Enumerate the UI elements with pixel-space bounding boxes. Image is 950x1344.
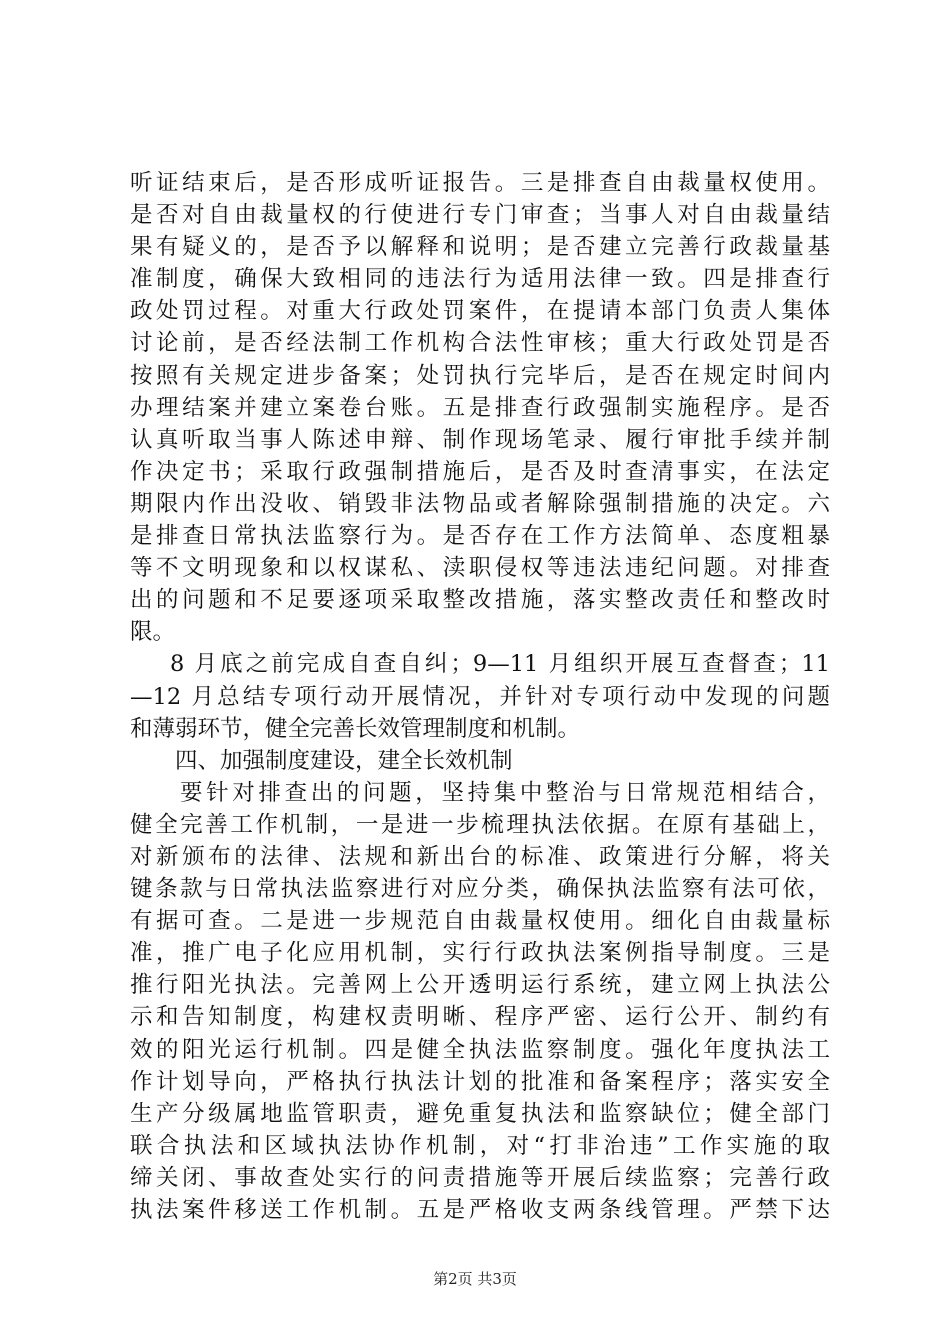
body-line: 有据可查。二是进一步规范自由裁量权使用。细化自由裁量标 [130, 908, 830, 935]
document-body [130, 167, 830, 1226]
body-line: 办理结案并建立案卷台账。五是排查行政强制实施程序。是否 [130, 394, 830, 421]
body-line: 期限内作出没收、销毁非法物品或者解除强制措施的决定。六 [130, 490, 830, 517]
body-line: 准制度，确保大致相同的违法行为适用法律一致。四是排查行 [130, 266, 830, 293]
body-line: 出的问题和不足要逐项采取整改措施，落实整改责任和整改时 [130, 587, 830, 614]
body-line: 果有疑义的，是否予以解释和说明；是否建立完善行政裁量基 [130, 234, 830, 261]
body-line: 作决定书；采取行政强制措施后，是否及时查清事实，在法定 [130, 458, 830, 485]
body-line: 讨论前，是否经法制工作机构合法性审核；重大行政处罚是否 [130, 330, 830, 357]
body-line: 健全完善工作机制，一是进一步梳理执法依据。在原有基础上， [130, 811, 830, 838]
body-line: 是否对自由裁量权的行使进行专门审查；当事人对自由裁量结 [130, 202, 830, 229]
body-line: 和薄弱环节，健全完善长效管理制度和机制。 [130, 715, 581, 742]
body-line: 等不文明现象和以权谋私、渎职侵权等违法违纪问题。对排查 [130, 555, 830, 582]
body-line: —12 月总结专项行动开展情况，并针对专项行动中发现的问题 [130, 683, 830, 710]
body-line: 限。 [130, 619, 176, 646]
body-line: 联合执法和区域执法协作机制，对“打非治违”工作实施的取 [130, 1132, 830, 1159]
body-line: 推行阳光执法。完善网上公开透明运行系统，建立网上执法公 [130, 972, 830, 999]
body-line: 是排查日常执法监察行为。是否存在工作方法简单、态度粗暴 [130, 523, 830, 550]
paragraph-first-line: 8 月底之前完成自查自纠；9—11 月组织开展互查督查；11 [170, 651, 830, 678]
body-line: 听证结束后，是否形成听证报告。三是排查自由裁量权使用。 [130, 170, 830, 196]
body-line: 执法案件移送工作机制。五是严格收支两条线管理。严禁下达 [130, 1197, 830, 1223]
body-line: 按照有关规定进步备案；处罚执行完毕后，是否在规定时间内 [130, 362, 830, 389]
body-line: 准，推广电子化应用机制，实行行政执法案例指导制度。三是 [130, 940, 830, 967]
body-line: 认真听取当事人陈述申辩、制作现场笔录、履行审批手续并制 [130, 426, 830, 453]
body-line: 作计划导向，严格执行执法计划的批准和备案程序；落实安全 [130, 1068, 830, 1095]
body-line: 生产分级属地监管职责，避免重复执法和监察缺位；健全部门 [130, 1100, 830, 1127]
body-line: 缔关闭、事故查处实行的问责措施等开展后续监察；完善行政 [130, 1164, 830, 1191]
body-line: 示和告知制度，构建权责明晰、程序严密、运行公开、制约有 [130, 1004, 830, 1031]
body-line: 对新颁布的法律、法规和新出台的标准、政策进行分解，将关 [130, 843, 830, 870]
paragraph-first-line: 要针对排查出的问题，坚持集中整治与日常规范相结合， [180, 779, 830, 806]
body-line: 键条款与日常执法监察进行对应分类，确保执法监察有法可依， [130, 876, 830, 903]
page-number-footer: 第2页 共3页 [433, 1270, 517, 1288]
body-line: 效的阳光运行机制。四是健全执法监察制度。强化年度执法工 [130, 1036, 830, 1063]
body-line: 政处罚过程。对重大行政处罚案件，在提请本部门负责人集体 [130, 298, 830, 325]
section-heading: 四、加强制度建设，建全长效机制 [175, 747, 513, 774]
